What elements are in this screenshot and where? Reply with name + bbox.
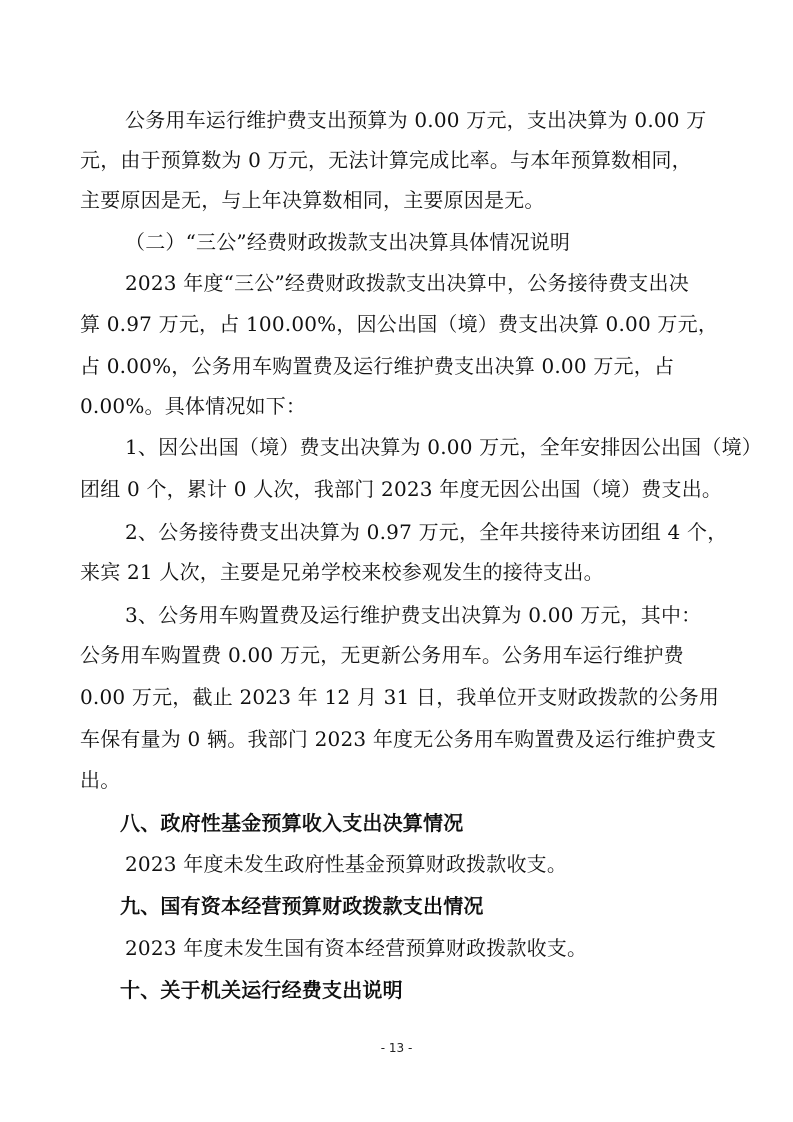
page-number: - 13 - — [380, 1041, 413, 1055]
text-line: 2023 年度未发生政府性基金预算财政拨款收支。 — [125, 852, 568, 876]
text-line: 0.00%。具体情况如下： — [80, 394, 307, 418]
section-subheading: （二）“三公”经费财政拨款支出决算具体情况说明 — [125, 230, 571, 254]
section-heading: 九、国有资本经营预算财政拨款支出情况 — [120, 894, 484, 918]
text-line: 公务用车购置费 0.00 万元，无更新公务用车。公务用车运行维护费 — [80, 643, 684, 667]
text-line: 团组 0 个，累计 0 人次，我部门 2023 年度无因公出国（境）费支出。 — [80, 477, 723, 501]
text-line: 算 0.97 万元，占 100.00%，因公出国（境）费支出决算 0.00 万元， — [80, 312, 719, 336]
text-line: 2、公务接待费支出决算为 0.97 万元，全年共接待来访团组 4 个， — [125, 520, 728, 544]
text-line: 3、公务用车购置费及运行维护费支出决算为 0.00 万元，其中： — [125, 603, 702, 627]
text-line: 0.00 万元，截止 2023 年 12 月 31 日，我单位开支财政拨款的公务用 — [80, 685, 720, 709]
text-line: 主要原因是无，与上年决算数相同，主要原因是无。 — [80, 188, 545, 212]
section-heading: 十、关于机关运行经费支出说明 — [120, 978, 403, 1002]
text-line: 元，由于预算数为 0 万元，无法计算完成比率。与本年预算数相同， — [80, 148, 692, 172]
text-line: 2023 年度未发生国有资本经营预算财政拨款收支。 — [125, 936, 588, 960]
section-heading: 八、政府性基金预算收入支出决算情况 — [120, 811, 464, 835]
text-line: 出。 — [80, 768, 121, 792]
text-line: 占 0.00%，公务用车购置费及运行维护费支出决算 0.00 万元，占 — [80, 354, 675, 378]
text-line: 车保有量为 0 辆。我部门 2023 年度无公务用车购置费及运行维护费支 — [80, 727, 717, 751]
text-line: 来宾 21 人次，主要是兄弟学校来校参观发生的接待支出。 — [80, 560, 604, 584]
text-line: 2023 年度“三公”经费财政拨款支出决算中，公务接待费支出决 — [125, 271, 689, 295]
text-line: 1、因公出国（境）费支出决算为 0.00 万元，全年安排因公出国（境） — [125, 435, 762, 459]
text-line: 公务用车运行维护费支出预算为 0.00 万元，支出决算为 0.00 万 — [125, 108, 707, 132]
